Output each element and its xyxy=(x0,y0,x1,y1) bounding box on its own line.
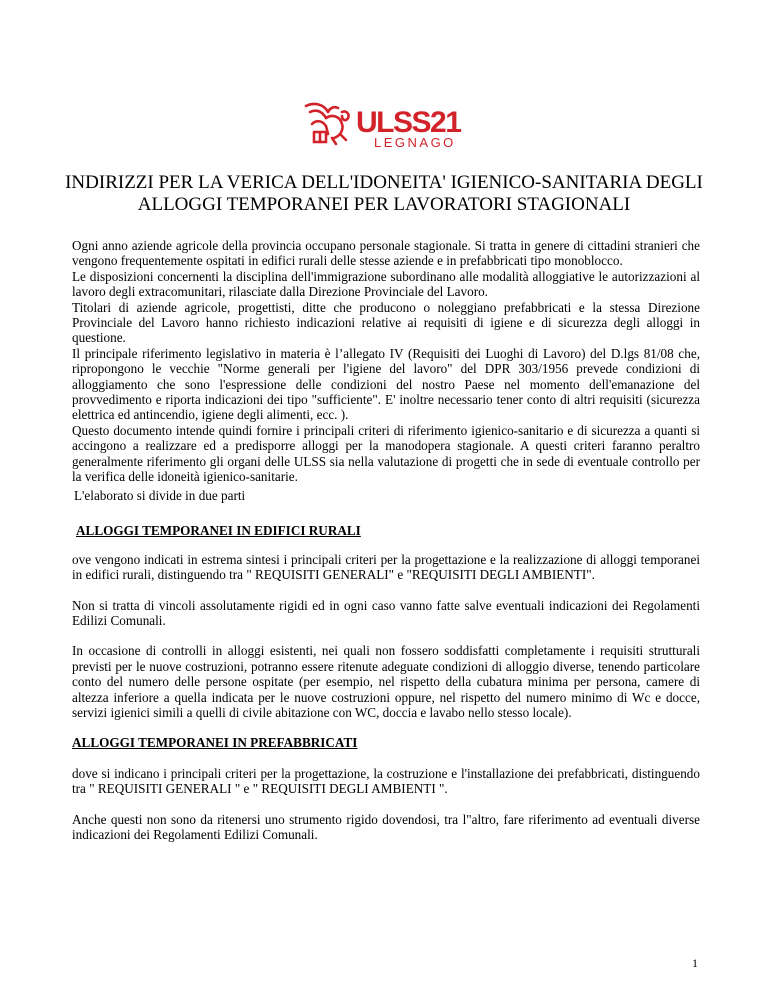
intro-paragraph-5: Questo documento intende quindi fornire i principali criteri di riferimento igienico-sanitario e di sicurezza a quanti si accingono a realizzare ed a predisporre alloggi per la manodopera stagionale. A questi criteri faranno peraltro generalmente riferimento gli organi delle ULSS sia nella valutazione di progetti che in sede di eventuale controllo per la verifica delle idoneità igienico-sanitarie. xyxy=(72,422,700,485)
rural-paragraph-1: ove vengono indicati in estrema sintesi i principali criteri per la progettazione e la realizzazione di alloggi temporanei in edifici rurali, distinguendo tra " REQUISITI GENERALI" e "REQUISITI DEGLI AMBIENTI". xyxy=(72,551,700,583)
lead-text: L'elaborato si divide in due parti xyxy=(74,488,246,503)
body-section xyxy=(72,488,700,843)
intro-section xyxy=(72,238,700,485)
intro-paragraph-1: Ogni anno aziende agricole della provincia occupano personale stagionale. Si tratta in genere di cittadini stranieri che vengono frequentemente ospitati in edifici rurali delle stesse aziende e in prefabbricati tipo monoblocco. xyxy=(72,238,700,269)
intro-paragraph-2: Le disposizioni concernenti la disciplina dell'immigrazione subordinano alle modalità alloggiative le autorizzazioni al lavoro degli extracomunitari, rilasciate dalla Direzione Provinciale del Lavoro. xyxy=(72,268,700,300)
title-line-2: ALLOGGI TEMPORANEI PER LAVORATORI STAGIONALI xyxy=(137,194,631,215)
prefab-paragraph-1: dove si indicano i principali criteri per la progettazione, la costruzione e l'installazione dei prefabbricati, distinguendo tra " REQUISITI GENERALI " e " REQUISITI DEGLI AMBIENTI ". xyxy=(72,765,700,797)
intro-paragraph-4: Il principale riferimento legislativo in materia è l’allegato IV (Requisiti dei Luoghi di Lavoro) del D.lgs 81/08 che, ripropongono le vecchie "Norme generali per l'igiene del lavoro" del DPR 303/1956 prevede condizioni di alloggiamento che sono l'espressione delle condizioni del nostro Paese nel momento dell'emanazione del provvedimento e riporta indicazioni dei tipo "sufficiente". E' inoltre necessario tener conto di altri requisiti (sicurezza elettrica ed antincendio, igiene degli alimenti, ecc. ). xyxy=(72,345,700,423)
ulss-logo xyxy=(302,100,472,150)
winged-lion-icon xyxy=(306,104,349,144)
title-line-1: INDIRIZZI PER LA VERICA DELL'IDONEITA' IGIENICO-SANITARIA DEGLI xyxy=(65,172,703,193)
section-heading-prefab: ALLOGGI TEMPORANEI IN PREFABBRICATI xyxy=(72,735,358,751)
section-heading-rural: ALLOGGI TEMPORANEI IN EDIFICI RURALI xyxy=(76,523,361,539)
prefab-paragraph-2: Anche questi non sono da ritenersi uno strumento rigido dovendosi, tra l"altro, fare riferimento ad eventuali diverse indicazioni dei Regolamenti Edilizi Comunali. xyxy=(72,811,700,843)
document-title xyxy=(60,172,708,216)
rural-paragraph-2: Non si tratta di vincoli assolutamente rigidi ed in ogni caso vanno fatte salve eventuali indicazioni dei Regolamenti Edilizi Comunali. xyxy=(72,597,700,629)
intro-paragraph-3: Titolari di aziende agricole, progettisti, ditte che producono o noleggiano prefabbricati e la stessa Direzione Provinciale del Lavoro hanno richiesto indicazioni relative ai requisiti di igiene e di sicurezza degli alloggi in questione. xyxy=(72,299,700,346)
logo-subtitle: LEGNAGO xyxy=(374,135,456,150)
page-number: 1 xyxy=(692,956,698,970)
rural-paragraph-3: In occasione di controlli in alloggi esistenti, nei quali non fossero soddisfatti completamente i requisiti strutturali previsti per le nuove costruzioni, potranno essere ritenute adeguate condizioni di alloggio diverse, tenendo particolare conto del numero delle persone ospitate (per esempio, nel rispetto della cubatura minima per persona, camere di altezza inferiore a quella indicata per le nuove costruzioni oppure, nel rispetto del numero minimo di Wc e docce, servizi igienici simili a quelli di civile abitazione con WC, doccia e lavabo nello stesso locale). xyxy=(72,643,700,721)
logo-name: ULSS21 xyxy=(356,106,461,139)
